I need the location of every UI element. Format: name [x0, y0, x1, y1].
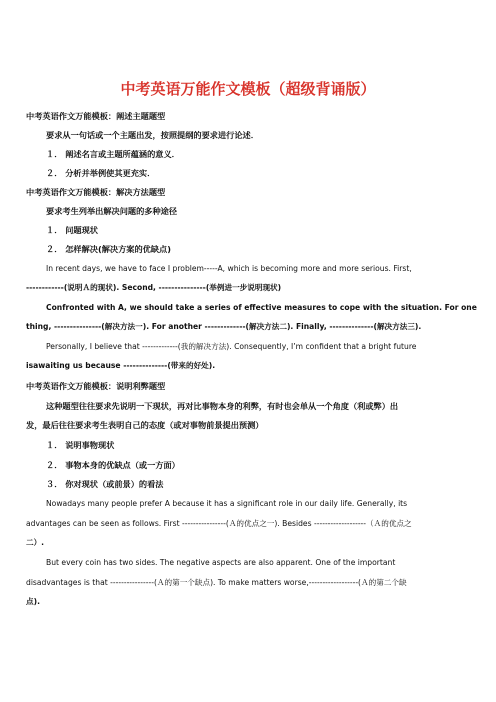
section2-item-1: １． 问题现状 — [46, 225, 98, 235]
section3-para2-line1: But every coin has two sides. The negative aspects are also apparent. One of the important — [46, 558, 396, 567]
section1-intro: 要求从一句话或一个主题出发，按照提纲的要求进行论述． — [46, 130, 259, 140]
section3-para2-line3: 点). — [26, 597, 40, 606]
document-title: 中考英语万能作文模板（超级背诵版） — [120, 80, 376, 98]
section1-item-1: １． 阐述名言或主题所蕴涵的意义． — [46, 149, 180, 159]
section3-para1-line1: Nowadays many people prefer A because it has a significant role in our daily life. Generally, its — [46, 499, 408, 508]
section3-item-2: ２． 事物本身的优缺点（或一方面） — [46, 460, 180, 470]
section2-para1-line2: ------------(说明Ａ的现状). Second, ---------------(举例进一步说明现状) — [26, 283, 282, 292]
section3-intro-line1: 这种题型往往要求先说明一下现状，再对比事物本身的利弊，有时也会单从一个角度（利或弊）出 — [46, 401, 399, 411]
section2-intro: 要求考生列举出解决问题的多种途径 — [46, 206, 178, 216]
section3-item-1: １． 说明事物现状 — [46, 440, 115, 450]
section2-item-2: ２． 怎样解决(解决方案的优缺点) — [46, 244, 171, 254]
section2-para2-line2: thing, ---------------(解决方法一). For another -------------(解决方法二). Finally, --------------(解决方法三). — [26, 322, 422, 331]
section3-item-3: ３． 你对现状（或前景）的看法 — [46, 479, 164, 489]
section2-para3-line1: Personally, I believe that -------------(我的解决方法). Consequently, I’m confident that a bright future — [46, 342, 417, 351]
section2-para3-line2: isawaiting us because --------------(带来的好处). — [26, 361, 216, 370]
section3-para1-line3: 二）. — [26, 538, 45, 547]
section3-heading: 中考英语作文万能模板：说明利弊题型 — [26, 381, 166, 391]
section3-para1-line2: advantages can be seen as follows. First ----------------(Ａ的优点之一). Besides -------------------（Ａ的优点之 — [26, 519, 412, 528]
section2-para2-line1: Confronted with A, we should take a series of effective measures to cope with the situation. For one — [46, 303, 477, 312]
section2-heading: 中考英语作文万能模板：解决方法题型 — [26, 187, 166, 197]
section1-item-2: ２． 分析并举例使其更充实． — [46, 168, 156, 178]
section2-para1-line1: In recent days, we have to face I problem-----A, which is becoming more and more serious. First, — [46, 264, 412, 273]
section1-heading: 中考英语作文万能模板：阐述主题题型 — [26, 111, 166, 121]
section3-intro-line2: 发，最后往往要求考生表明自己的态度（或对事物前景提出预测） — [26, 420, 264, 430]
section3-para2-line2: disadvantages is that ----------------(Ａ的第一个缺点). To make matters worse,------------------(Ａ的第二个缺 — [26, 578, 407, 587]
